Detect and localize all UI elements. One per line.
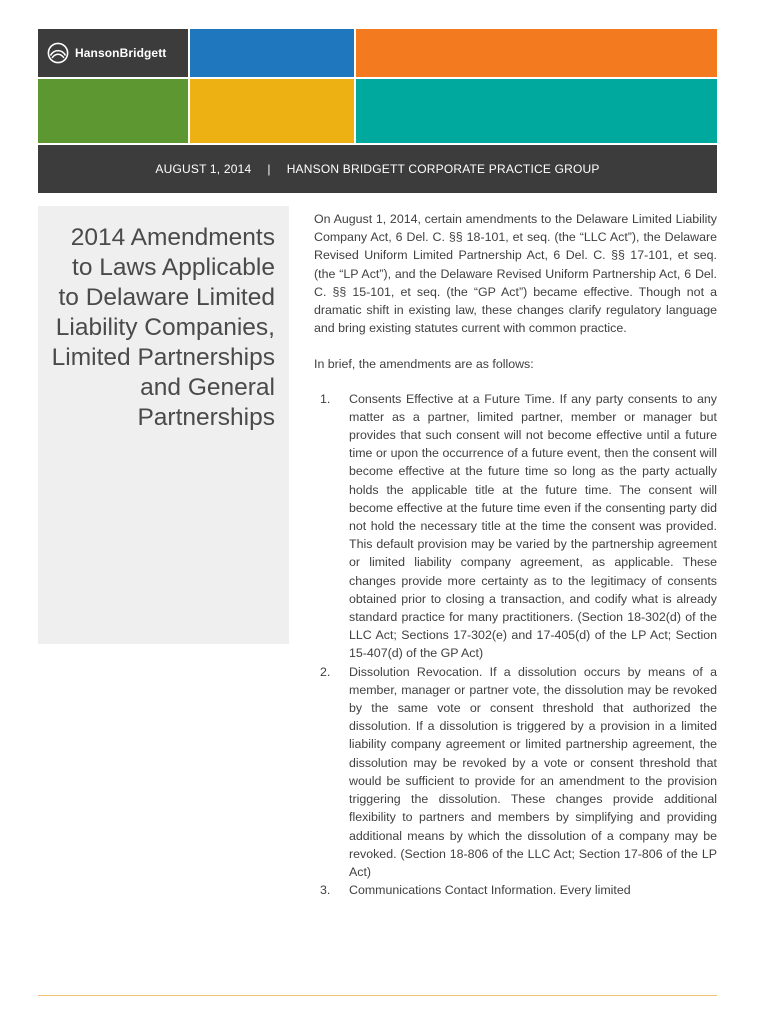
practice-group-name: HANSON BRIDGETT CORPORATE PRACTICE GROUP (286, 162, 600, 176)
document-title: 2014 Amendments to Laws Applicable to Delaware Limited Liability Companies, Limited Partnerships and General Partnerships (51, 224, 275, 431)
publication-date: AUGUST 1, 2014 (155, 162, 252, 176)
header-date-band (38, 145, 717, 193)
brief-paragraph: In brief, the amendments are as follows: (314, 357, 534, 372)
header-orange-block (356, 29, 717, 77)
amendments-list (314, 390, 717, 900)
list-item-text: Dissolution Revocation. If a dissolution occurs by means of a member, manager or partner vote, the dissolution may be revoked by the same vote or consent threshold that authorized the dissolution. If a dissolution is triggered by a provision in a limited liability company agreement or limited partnership agreement, the dissolution may be revoked by a vote or consent threshold that would be sufficient to provide for an amendment to the provision triggering the dissolution. These changes provide additional flexibility to partners and members by simplifying and providing additional means by which the dissolution of a company may be revoked. (Section 18-806 of the LLC Act; Section 17-806 of the LP Act) (349, 664, 717, 879)
header-separator: | (267, 162, 271, 176)
list-item-text: Communications Contact Information. Every limited (349, 883, 631, 898)
list-item-number: 2. (320, 664, 331, 679)
list-item (314, 390, 717, 663)
intro-paragraph: On August 1, 2014, certain amendments to the Delaware Limited Liability Company Act, 6 Del. C. §§ 18-101, et seq. (the “LLC Act”), the Delaware Revised Uniform Limited Partnership Act, 6 Del. C. §§ 17-101, et seq. (the “LP Act”), and the Delaware Revised Uniform Partnership Act, 6 Del. C. §§ 15-101, et seq. (the “GP Act”) became effective. Though not a dramatic shift in existing law, these changes clarify regulatory language and bring existing statutes current with common practice. (314, 212, 717, 336)
list-item-text: Consents Effective at a Future Time. If any party consents to any matter as a partner, limited partner, member or manager but provides that such consent will not become effective until a future time or upon the occurrence of a future event, then the consent will become effective at the future time so long as the party actually holds the applicable title at the future time. The consent will become effective at the future time even if the consenting party did not hold the necessary title at the time the consent was provided. This default provision may be varied by the partnership agreement or limited liability company agreement, as applicable. These changes provide more certainty as to the legitimacy of consents obtained prior to closing a transaction, and codify what is already standard practice for many practitioners. (Section 18-302(d) of the LLC Act; Sections 17-302(e) and 17-405(d) of the LP Act; Section 15-407(d) of the GP Act) (349, 391, 717, 661)
hanson-bridgett-logo (47, 42, 166, 64)
article-body (314, 210, 717, 899)
header-teal-block (356, 79, 717, 143)
sidebar-panel (38, 206, 289, 644)
list-item-number: 1. (320, 391, 331, 406)
bridge-logo-icon (47, 42, 69, 64)
header-blue-block (190, 29, 354, 77)
header-logo-block (38, 29, 188, 77)
footer-divider (38, 995, 717, 996)
header-yellow-block (190, 79, 354, 143)
list-item-number: 3. (320, 883, 331, 898)
list-item (314, 663, 717, 881)
logo-text: HansonBridgett (75, 46, 167, 60)
header-green-block (38, 79, 188, 143)
list-item (314, 881, 717, 899)
